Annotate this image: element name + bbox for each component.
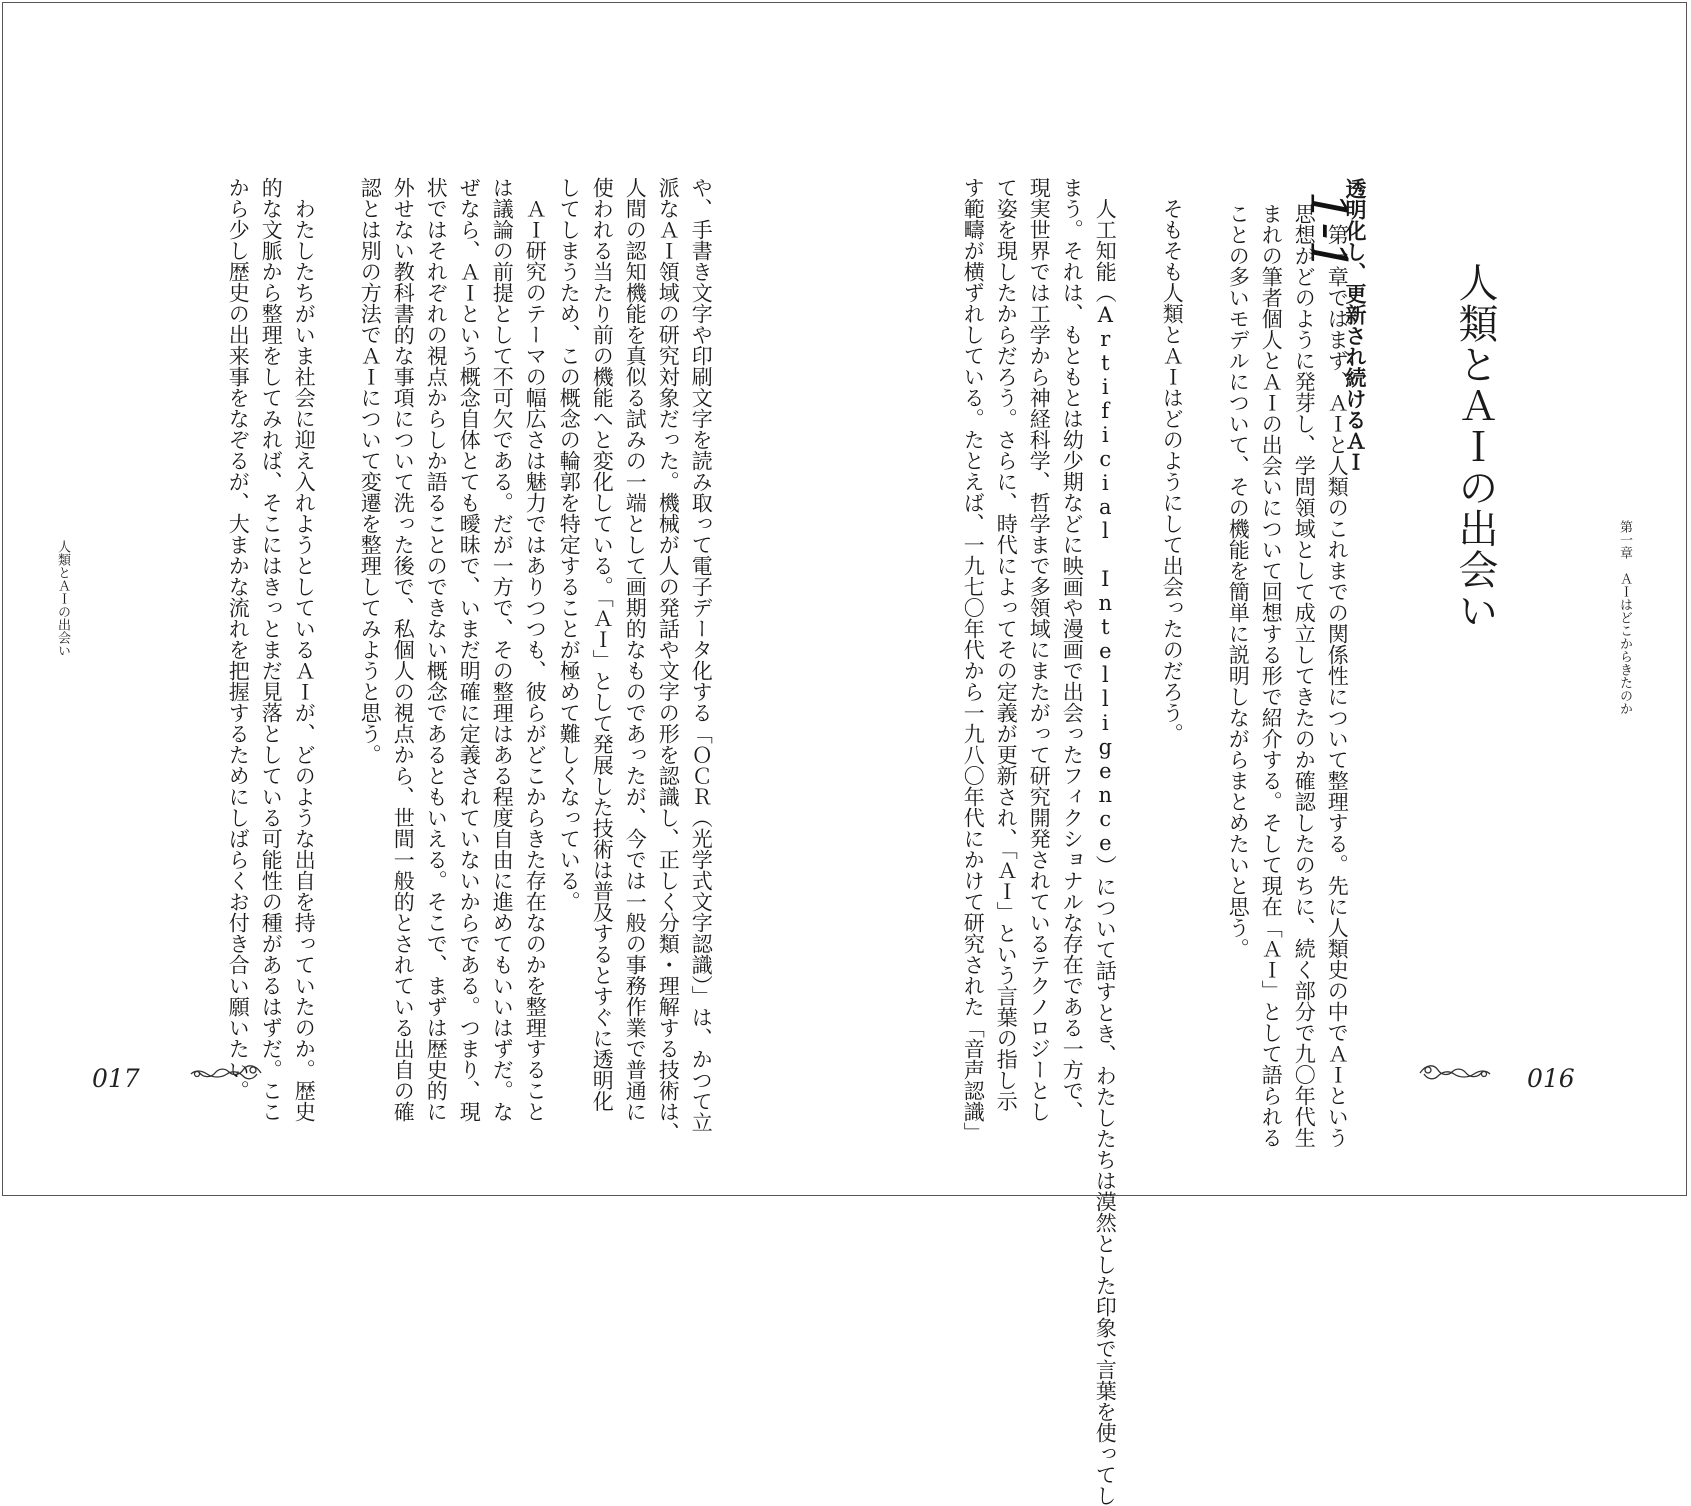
flourish-ornament-left [189, 1058, 263, 1088]
flourish-ornament-right [1418, 1058, 1492, 1088]
body-line: ＡＩ研究のテーマの幅広さは魅力ではありつつも、彼らがどこからきた存在なのかを整理すること [523, 198, 548, 1122]
section-heading: 透明化し、更新され続けるＡＩ [1343, 178, 1367, 472]
chapter-title: 人類とＡＩの出会い [1452, 262, 1498, 631]
body-line: す範疇が横ずれしている。たとえば、一九七〇年代から一九八〇年代にかけて研究された「音声認識」 [961, 177, 986, 1143]
chapter-number: 1-1 [1299, 190, 1358, 272]
page-number-right: 016 [1527, 1064, 1575, 1093]
body-line: 使われる当たり前の機能へと変化している。「ＡＩ」として発展した技術は普及するとすぐに透明化 [590, 177, 615, 1112]
body-line: ぜなら、ＡＩという概念自体とても曖昧で、いまだ明確に定義されていないからである。つまり、現 [457, 177, 482, 1122]
body-line: 外せない教科書的な事項について洗った後で、私個人の視点から、世間一般的とされている出自の確 [391, 177, 416, 1122]
body-line: は議論の前提として不可欠である。だが一方で、その整理はある程度自由に進めてもいいはずだ。な [490, 177, 515, 1122]
body-line: 認とは別の方法でＡＩについて変遷を整理してみようと思う。 [358, 177, 383, 765]
intro-line: ことの多いモデルについて、その機能を簡単に説明しながらまとめたいと思う。 [1226, 203, 1251, 959]
body-line: まう。それは、もともとは幼少期などに映画や漫画で出会ったフィクショナルな存在である一方で、 [1060, 177, 1085, 1122]
body-line: から少し歴史の出来事をなぞるが、大まかな流れを把握するためにしばらくお付き合い願いたい。 [226, 177, 251, 1101]
body-line: 人工知能（Artificial Intelligence）について話すとき、わたしたちは漠然とした印象で言葉を使ってし [1093, 198, 1118, 1506]
body-line: や、手書き文字や印刷文字を読み取って電子データ化する「ＯＣＲ（光学式文字認識）」は、かつて立 [689, 177, 714, 1133]
intro-line: 第一章ではまず、ＡＩと人類のこれまでの関係性について整理する。先に人類史の中でＡＩという [1325, 224, 1350, 1148]
body-line: 状ではそれぞれの視点からしか語ることのできない概念であるともいえる。そこで、まずは歴史的に [424, 177, 449, 1122]
body-line: 派なＡＩ領域の研究対象だった。機械が人の発話や文字の形を認識し、正しく分類・理解する技術は、 [656, 177, 681, 1143]
body-line: 現実世界では工学から神経科学、哲学まで多領域にまたがって研究開発されているテクノロジーとし [1027, 177, 1052, 1122]
body-line: て姿を現したからだろう。さらに、時代によってその定義が更新され、「ＡＩ」という言葉の指し示 [994, 177, 1019, 1112]
intro-line: 思想がどのように発芽し、学問領域として成立してきたのか確認したのちに、続く部分で九〇年代生 [1292, 203, 1317, 1148]
body-line: 的な文脈から整理をしてみれば、そこにはきっとまだ見落としている可能性の種があるはずだ。ここ [259, 177, 284, 1122]
body-line: してしまうため、この概念の輪郭を特定することが極めて難しくなっている。 [557, 177, 582, 912]
intro-line: まれの筆者個人とＡＩの出会いについて回想する形で紹介する。そして現在「ＡＩ」として語られる [1259, 203, 1284, 1148]
question-line: そもそも人類とＡＩはどのようにして出会ったのだろう。 [1160, 198, 1185, 744]
body-line: わたしたちがいま社会に迎え入れようとしているＡＩが、どのような出自を持っていたのか。歴史 [292, 198, 317, 1122]
running-head-right: 第一章 ＡＩはどこからきたのか [1617, 520, 1632, 715]
body-line: 人間の認知機能を真似る試みの一端として画期的なものであったが、今では一般の事務作業で普通に [623, 177, 648, 1122]
page-number-left: 017 [92, 1064, 140, 1093]
running-head-left: 人類とＡＩの出会い [55, 540, 70, 657]
